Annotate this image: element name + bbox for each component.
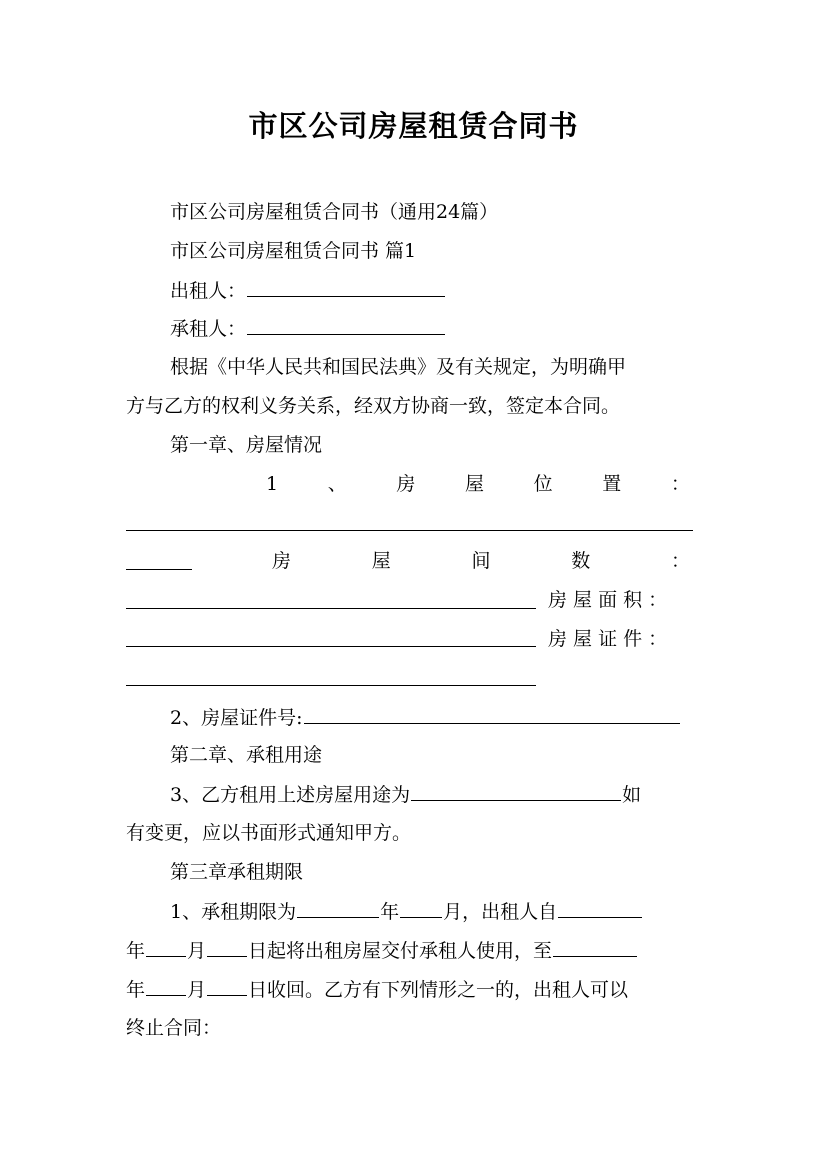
room-count-char: 间 [471,550,491,572]
item-1-char: ： [670,473,690,495]
term-text: 日起将出租房屋交付承租人使用，至 [248,940,553,962]
term-months-blank [400,899,442,918]
certificate-label: 房 屋 证 件 ： [548,628,668,650]
item-1-char: 位 [533,473,553,495]
article-heading: 市区公司房屋租赁合同书 篇1 [170,240,417,262]
term-text: 1、承租期限为 [170,901,297,923]
item-3-text: 3、乙方租用上述房屋用途为 [170,784,411,806]
area-label: 房 屋 面 积 ： [548,589,668,611]
term-text: 月 [187,940,207,962]
area-blank [126,646,536,647]
item-2-label: 2、房屋证件号: [170,707,303,729]
room-count-char: ： [670,550,690,572]
start-month-blank [146,938,186,957]
item-3-tail: 如 [622,784,642,806]
certificate-number-blank [304,705,680,724]
room-count-char: 房 [272,550,292,572]
start-year-blank [558,899,642,918]
end-month-blank [146,977,186,996]
term-text: 日收回。乙方有下列情形之一的，出租人可以 [248,979,629,1001]
term-text: 年 [126,940,146,962]
term-line-1 [170,899,704,924]
subtitle: 市区公司房屋租赁合同书（通用24篇） [170,201,499,223]
term-text: 月 [187,979,207,1001]
term-text: 年 [380,901,400,923]
item-3-line-2: 有变更，应以书面形式通知甲方。 [126,822,412,844]
usage-blank [411,782,621,801]
chapter-2-heading: 第二章、承租用途 [170,744,323,766]
lessee-blank [247,316,445,335]
start-day-blank [207,938,247,957]
item-1-char: 置 [602,473,622,495]
term-line-2 [126,938,704,963]
document-title: 市区公司房屋租赁合同书 [248,109,579,143]
item-3-line [170,782,704,807]
room-count-blank [126,608,536,609]
location-blank-tail [126,569,192,570]
item-1-house-location [266,472,690,496]
item-1-char: 房 [396,473,416,495]
intro-line-2: 方与乙方的权利义务关系，经双方协商一致，签定本合同。 [126,395,621,417]
lessee-line [170,316,704,341]
location-blank [126,530,693,531]
term-years-blank [297,899,379,918]
end-year-blank [553,938,637,957]
end-day-blank [207,977,247,996]
room-count-line [272,549,690,573]
intro-line-1: 根据《中华人民共和国民法典》及有关规定，为明确甲 [170,356,627,378]
lessor-blank [247,278,445,297]
certificate-blank [126,685,536,686]
chapter-1-heading: 第一章、房屋情况 [170,434,323,456]
lessee-label: 承租人： [170,318,247,340]
item-1-char: 1 [266,473,279,495]
room-count-char: 屋 [371,550,391,572]
item-1-char: 屋 [465,473,485,495]
chapter-3-heading: 第三章承租期限 [170,861,304,883]
item-2-line [170,705,704,730]
lessor-line [170,278,704,303]
term-text: 年 [126,979,146,1001]
room-count-char: 数 [571,550,591,572]
term-line-4: 终止合同： [126,1017,222,1039]
lessor-label: 出租人： [170,280,247,302]
term-text: 月，出租人自 [443,901,558,923]
item-1-char: 、 [327,473,347,495]
term-line-3 [126,977,704,1002]
